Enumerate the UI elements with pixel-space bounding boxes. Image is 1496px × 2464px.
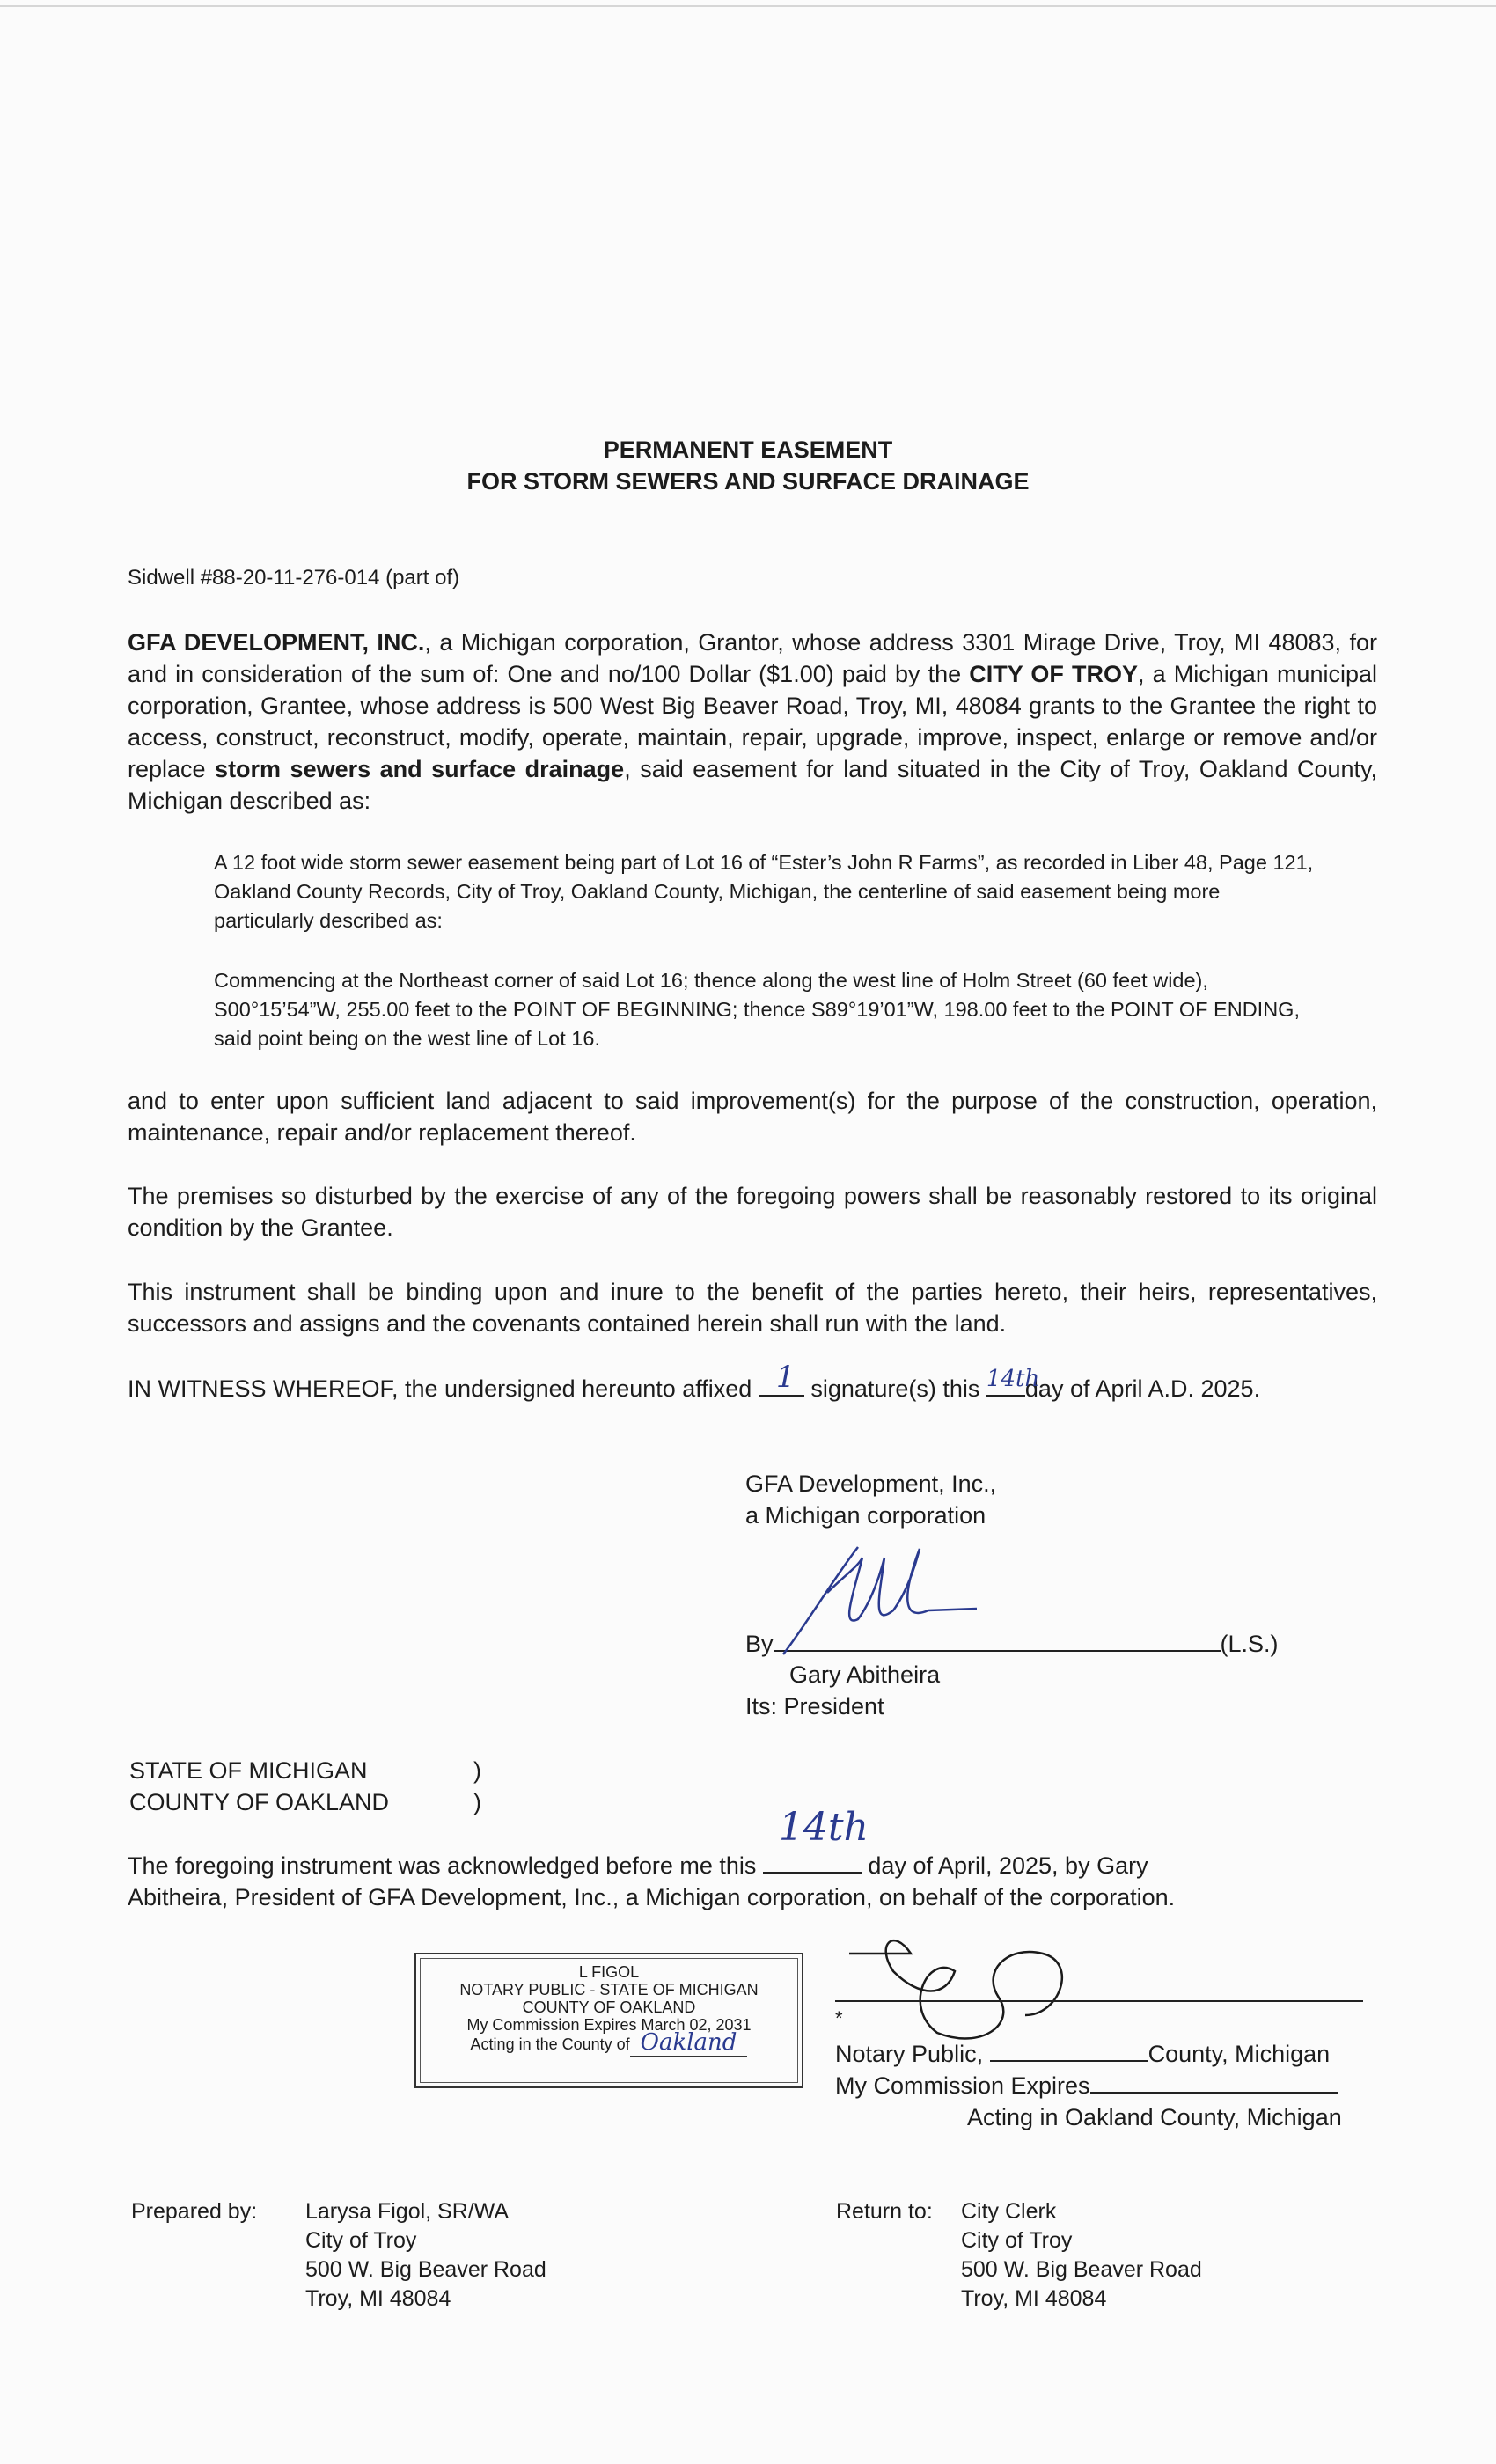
premises-paragraph: The premises so disturbed by the exercise of any of the foregoing powers shall be reasonably restored to its original condition by the Grantee. [128,1183,1377,1241]
return-line: City of Troy [961,2228,1073,2253]
stamp-line-3: My Commission Expires March 02, 2031 [466,2016,752,2034]
notary-asterisk: * [835,2007,843,2029]
state-paren: ) [473,1757,481,1784]
signature-count-blank [759,1360,804,1397]
legal-description-2: Commencing at the Northeast corner of said Lot 16; thence along the west line of Holm Street (60 feet wide), S00°15’54”W, 255.00 feet to the POINT OF BEGINNING; thence S89°19’01”W, 198.00 feet to the POINT OF ENDING, said point being on the west line of Lot 16. [214,969,1300,1050]
county-paren: ) [473,1789,481,1815]
prepared-line: Larysa Figol, SR/WA [305,2199,510,2224]
prepared-by-block [305,2197,546,2314]
document-subtitle: FOR STORM SEWERS AND SURFACE DRAINAGE [466,468,1030,495]
signatory-company: GFA Development, Inc., [745,1470,997,1497]
acting-county-label: Acting in Oakland County, Michigan [967,2104,1342,2130]
stamp-line-4 [416,2029,802,2056]
easement-purpose: storm sewers and surface drainage [215,756,625,782]
stamp-county-label: Acting in the County of [470,2035,630,2053]
ack-line-2: Abitheira, President of GFA Development, Inc., a Michigan corporation, on behalf of the corporation. [128,1884,1176,1910]
notary-public-label: Notary Public, [835,2041,990,2067]
notary-signature-line [835,2000,1363,2002]
commission-line [835,2070,1338,2101]
witness-text-pre: IN WITNESS WHEREOF, the undersigned hereunto affixed [128,1375,759,1402]
notary-stamp [414,1953,803,2088]
ack-text-post: day of April, 2025, by Gary [861,1852,1148,1879]
prepared-line: Troy, MI 48084 [305,2286,451,2311]
state-label: STATE OF MICHIGAN [129,1757,368,1784]
enter-paragraph: and to enter upon sufficient land adjacent to said improvement(s) for the purpose of the construction, operation, maintenance, repair and/or replacement thereof. [128,1088,1377,1146]
stamp-line-2: COUNTY OF OAKLAND [522,1998,696,2016]
grant-paragraph [128,627,1377,817]
sidwell-number: Sidwell #88-20-11-276-014 (part of) [128,566,460,590]
ack-text-pre: The foregoing instrument was acknowledged before me this [128,1852,763,1879]
commission-expires-label: My Commission Expires [835,2072,1090,2099]
signature-count-handwritten: 1 [775,1360,796,1395]
ack-day-handwritten: 14th [778,1805,869,1850]
witness-text-post: day of April A.D. 2025. [1024,1375,1261,1402]
notary-county-blank [990,2039,1148,2062]
legal-description-1: A 12 foot wide storm sewer easement being part of Lot 16 of “Ester’s John R Farms”, as recorded in Liber 48, Page 121, Oakland County Records, City of Troy, Oakland County, Michigan, the centerline of said easement being more particularly described as: [214,851,1314,932]
witness-line [128,1360,1261,1404]
commission-blank [1090,2071,1338,2094]
return-line: City Clerk [961,2199,1057,2224]
scan-edge-line [0,5,1496,7]
notary-county-label: County, Michigan [1148,2041,1331,2067]
witness-day-blank [986,1366,1040,1397]
signatory-title: Its: President [745,1693,884,1720]
notary-public-line [835,2038,1330,2070]
witness-day-handwritten: 14th [986,1366,1040,1392]
grantee-name: CITY OF TROY [969,661,1139,687]
prepared-line: City of Troy [305,2228,417,2253]
return-line: 500 W. Big Beaver Road [961,2257,1202,2282]
ls-label: (L.S.) [1220,1631,1279,1657]
signatory-type: a Michigan corporation [745,1502,986,1529]
stamp-line-1: NOTARY PUBLIC - STATE OF MICHIGAN [459,1981,759,1998]
return-line: Troy, MI 48084 [961,2286,1107,2311]
prepared-line: 500 W. Big Beaver Road [305,2257,546,2282]
by-label: By [745,1631,774,1657]
return-to-label: Return to: [836,2199,933,2224]
grant-text-1: , a Michigan corporation, Grantor, whose address 3301 Mirage Drive, Troy, MI 48083, for and in consideration of the sum of: One and no/100 Dollar ($1.00) paid by the [128,629,1377,687]
prepared-by-label: Prepared by: [131,2199,258,2224]
return-to-block [961,2197,1202,2314]
document-title: PERMANENT EASEMENT [603,436,893,463]
stamp-name: L FIGOL [578,1963,640,1981]
grant-text-2: , a Michigan municipal corporation, Grantee, whose address is 500 West Big Beaver Road, Troy, MI, 48084 grants to the Grantee the right to access, construct, reconstruct, modify, operate, maintain, repair, upgrade, improve, inspect, enlarge or remove and/or replace [128,661,1377,782]
signatory-name: Gary Abitheira [789,1661,941,1688]
notary-signature [840,1918,1131,2050]
witness-text-mid: signature(s) this [803,1375,986,1402]
grantor-name: GFA DEVELOPMENT, INC. [128,629,425,656]
grant-text-3: , said easement for land situated in the City of Troy, Oakland County, Michigan described as: [128,756,1377,814]
grantor-signature [774,1540,986,1663]
stamp-county-handwritten: Oakland [630,2029,748,2057]
county-label: COUNTY OF OAKLAND [129,1789,390,1815]
ack-day-blank [763,1805,869,1874]
binding-paragraph: This instrument shall be binding upon and inure to the benefit of the parties hereto, their heirs, representatives, successors and assigns and the covenants contained herein shall run with the land. [128,1279,1377,1337]
ack-line-1 [128,1805,1148,1881]
